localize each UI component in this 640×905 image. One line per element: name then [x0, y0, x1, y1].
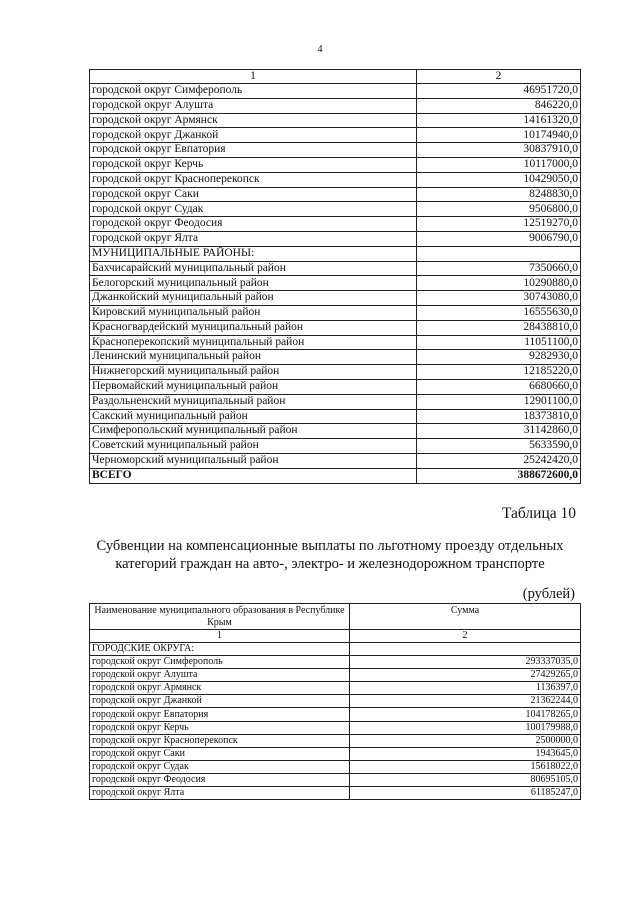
- table-row: [90, 113, 581, 128]
- table-row: [90, 217, 581, 232]
- table-row: [90, 320, 581, 335]
- table-row: [90, 734, 581, 747]
- total-label: ВСЕГО: [90, 468, 417, 483]
- amount-value: 61185247,0: [350, 787, 581, 800]
- table-row: [90, 409, 581, 424]
- amount-value: 9006790,0: [417, 231, 581, 246]
- table-row: [90, 379, 581, 394]
- municipality-name: Красноперекопский муниципальный район: [90, 335, 417, 350]
- municipality-name: городской округ Красноперекопск: [90, 172, 417, 187]
- column-numbering-row: [90, 70, 581, 84]
- table-row: [90, 365, 581, 380]
- amount-value: 30837910,0: [417, 143, 581, 158]
- amount-value: 14161320,0: [417, 113, 581, 128]
- total-row: [90, 468, 581, 483]
- amount-value: 16555630,0: [417, 305, 581, 320]
- table-row: [90, 721, 581, 734]
- municipality-name: городской округ Армянск: [90, 682, 350, 695]
- municipality-name: городской округ Судак: [90, 760, 350, 773]
- table-row: [90, 695, 581, 708]
- municipality-name: городской округ Симферополь: [90, 84, 417, 99]
- municipality-name: Раздольненский муниципальный район: [90, 394, 417, 409]
- amount-value: 30743080,0: [417, 291, 581, 306]
- amount-value: 18373810,0: [417, 409, 581, 424]
- table-row: [90, 682, 581, 695]
- page-number: 4: [317, 44, 323, 55]
- municipality-name: городской округ Евпатория: [90, 708, 350, 721]
- table-row: [90, 246, 581, 261]
- municipality-name: Кировский муниципальный район: [90, 305, 417, 320]
- table-row: [90, 669, 581, 682]
- table-row: [90, 424, 581, 439]
- amount-value: 12519270,0: [417, 217, 581, 232]
- amount-value: 8248830,0: [417, 187, 581, 202]
- table-row: [90, 787, 581, 800]
- municipality-name: городской округ Саки: [90, 747, 350, 760]
- amount-value: 11051100,0: [417, 335, 581, 350]
- amount-value: 28438810,0: [417, 320, 581, 335]
- municipality-name: Симферопольский муниципальный район: [90, 424, 417, 439]
- municipality-name: городской округ Феодосия: [90, 773, 350, 786]
- table-row: [90, 305, 581, 320]
- table-title-line-1: Субвенции на компенсационные выплаты по льготному проезду отдельных: [96, 538, 564, 554]
- municipality-name: городской округ Феодосия: [90, 217, 417, 232]
- amount-value: 2500000,0: [350, 734, 581, 747]
- municipality-name: городской округ Евпатория: [90, 143, 417, 158]
- amount-value: 10429050,0: [417, 172, 581, 187]
- municipality-name: городской округ Керчь: [90, 157, 417, 172]
- municipality-name: городской округ Алушта: [90, 669, 350, 682]
- amount-value: 46951720,0: [417, 84, 581, 99]
- amount-value: 104178265,0: [350, 708, 581, 721]
- amount-value: 1136397,0: [350, 682, 581, 695]
- table-row: [90, 157, 581, 172]
- column-header-municipality: Наименование муниципального образования в Республике Крым: [90, 604, 350, 630]
- amount-value: 25242420,0: [417, 453, 581, 468]
- transport-subvention-table: [89, 603, 581, 800]
- amount-value: [350, 643, 581, 656]
- table-row: [90, 656, 581, 669]
- amount-value: 21362244,0: [350, 695, 581, 708]
- table-row: [90, 172, 581, 187]
- column-numbering-row: [90, 630, 581, 643]
- table-row: [90, 643, 581, 656]
- table-row: [90, 747, 581, 760]
- municipality-name: городской округ Красноперекопск: [90, 734, 350, 747]
- municipality-name: Джанкойский муниципальный район: [90, 291, 417, 306]
- table-header-row: [90, 604, 581, 630]
- amount-value: 80695105,0: [350, 773, 581, 786]
- amount-value: 100179988,0: [350, 721, 581, 734]
- table-row: [90, 335, 581, 350]
- amount-value: 1943645,0: [350, 747, 581, 760]
- table-row: [90, 291, 581, 306]
- amount-value: [417, 246, 581, 261]
- municipality-name: Красногвардейский муниципальный район: [90, 320, 417, 335]
- municipality-name: Белогорский муниципальный район: [90, 276, 417, 291]
- amount-value: 846220,0: [417, 98, 581, 113]
- table-row: [90, 708, 581, 721]
- table-row: [90, 350, 581, 365]
- amount-value: 27429265,0: [350, 669, 581, 682]
- table-row: [90, 98, 581, 113]
- table-row: [90, 276, 581, 291]
- municipality-name: Нижнегорский муниципальный район: [90, 365, 417, 380]
- municipality-name: городской округ Алушта: [90, 98, 417, 113]
- municipality-name: МУНИЦИПАЛЬНЫЕ РАЙОНЫ:: [90, 246, 417, 261]
- table-row: [90, 439, 581, 454]
- table-title-line-2: категорий граждан на авто-, электро- и железнодорожном транспорте: [115, 556, 545, 573]
- amount-value: 12901100,0: [417, 394, 581, 409]
- amount-value: 9506800,0: [417, 202, 581, 217]
- municipality-name: Бахчисарайский муниципальный район: [90, 261, 417, 276]
- table-row: [90, 773, 581, 786]
- table-label: Таблица 10: [501, 505, 576, 522]
- amount-value: 31142860,0: [417, 424, 581, 439]
- table-row: [90, 453, 581, 468]
- amount-value: 9282930,0: [417, 350, 581, 365]
- municipality-name: Черноморский муниципальный район: [90, 453, 417, 468]
- table-title: [60, 537, 600, 573]
- municipality-name: Ленинский муниципальный район: [90, 350, 417, 365]
- municipality-name: городской округ Судак: [90, 202, 417, 217]
- municipality-name: городской округ Джанкой: [90, 128, 417, 143]
- table-row: [90, 231, 581, 246]
- municipality-name: городской округ Ялта: [90, 231, 417, 246]
- municipality-name: Сакский муниципальный район: [90, 409, 417, 424]
- amount-value: 15618022,0: [350, 760, 581, 773]
- municipality-name: Первомайский муниципальный район: [90, 379, 417, 394]
- amount-value: 6680660,0: [417, 379, 581, 394]
- column-header-amount: Сумма: [350, 604, 581, 630]
- column-number-1: 1: [90, 70, 417, 84]
- municipality-name: городской округ Армянск: [90, 113, 417, 128]
- amount-value: 10174940,0: [417, 128, 581, 143]
- column-number-1: 1: [90, 630, 350, 643]
- total-value: 388672600,0: [417, 468, 581, 483]
- municipality-name: городской округ Симферополь: [90, 656, 350, 669]
- table-row: [90, 128, 581, 143]
- column-number-2: 2: [417, 70, 581, 84]
- table-row: [90, 760, 581, 773]
- municipality-name: городской округ Саки: [90, 187, 417, 202]
- amount-value: 7350660,0: [417, 261, 581, 276]
- table-row: [90, 202, 581, 217]
- municipality-name: ГОРОДСКИЕ ОКРУГА:: [90, 643, 350, 656]
- unit-note: (рублей): [522, 586, 575, 602]
- municipality-name: Советский муниципальный район: [90, 439, 417, 454]
- table-row: [90, 394, 581, 409]
- municipality-name: городской округ Джанкой: [90, 695, 350, 708]
- amount-value: 5633590,0: [417, 439, 581, 454]
- amount-value: 10290880,0: [417, 276, 581, 291]
- amount-value: 12185220,0: [417, 365, 581, 380]
- column-number-2: 2: [350, 630, 581, 643]
- table-row: [90, 261, 581, 276]
- amount-value: 293337035,0: [350, 656, 581, 669]
- subvention-table-continued: [89, 69, 581, 484]
- municipality-name: городской округ Керчь: [90, 721, 350, 734]
- municipality-name: городской округ Ялта: [90, 787, 350, 800]
- table-row: [90, 143, 581, 158]
- amount-value: 10117000,0: [417, 157, 581, 172]
- table-row: [90, 187, 581, 202]
- table-row: [90, 84, 581, 99]
